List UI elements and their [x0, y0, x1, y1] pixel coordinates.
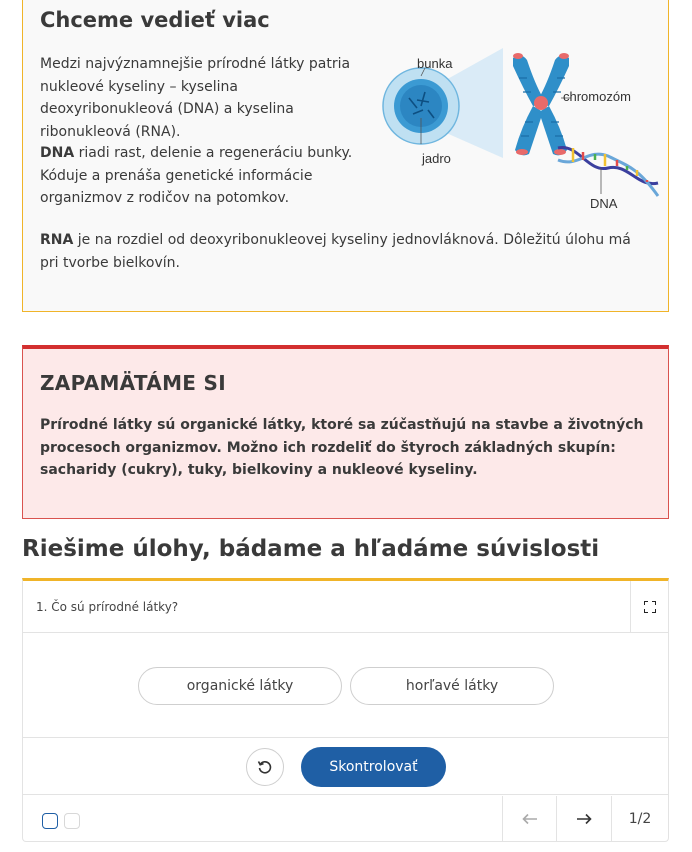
exercise-footer	[23, 796, 668, 842]
dna-description: riadi rast, delenie a regeneráciu bunky. Kóduje a prenáša genetické informácie organizmov z rodičov na potomkov.	[40, 145, 353, 206]
next-button[interactable]	[556, 796, 610, 842]
rna-description: je na rozdiel od deoxyribonukleovej kyseliny jednovláknová. Dôležitú úlohu má pri tvorbe bielkovín.	[40, 232, 631, 271]
remember-box	[22, 345, 669, 519]
cell-dna-illustration	[373, 48, 663, 218]
remember-text: Prírodné látky sú organické látky, ktoré sa zúčastňujú na stavbe a životných procesoch organizmov. Možno ich rozdeliť do štyroch základných skupín: sacharidy (cukry), tuky, bielkoviny a nukleové kyseliny.	[40, 417, 644, 478]
action-row	[23, 739, 668, 795]
check-button[interactable]: Skontrolovať	[301, 747, 446, 787]
dna-term: DNA	[40, 145, 75, 161]
label-nucleus: jadro	[422, 151, 451, 166]
fullscreen-icon	[644, 601, 656, 613]
question-row	[23, 581, 668, 633]
page-indicator: 1/2	[611, 796, 668, 842]
label-cell: bunka	[417, 56, 453, 71]
fullscreen-button[interactable]	[630, 581, 668, 633]
exercise-widget	[22, 578, 669, 842]
info-box	[22, 0, 669, 312]
previous-button[interactable]	[502, 796, 556, 842]
section-title: Riešime úlohy, bádame a hľadáme súvislosti	[22, 536, 600, 562]
info-title: Chceme vedieť viac	[40, 8, 270, 32]
info-paragraph-1: Medzi najvýznamnejšie prírodné látky patria nukleové kyseliny – kyselina deoxyribonukleová (DNA) a kyselina ribonukleová (RNA).	[40, 56, 351, 140]
progress-dot-current[interactable]	[42, 813, 58, 829]
info-paragraph-dna	[40, 142, 360, 210]
remember-title: ZAPAMÄTÁME SI	[40, 371, 226, 395]
reset-icon	[257, 759, 273, 775]
arrow-right-icon	[576, 813, 592, 825]
info-paragraph-rna	[40, 229, 650, 274]
answer-option-2[interactable]: horľavé látky	[350, 667, 554, 705]
rna-term: RNA	[40, 232, 74, 248]
label-chromosome: chromozóm	[563, 89, 631, 104]
progress-dot-next[interactable]	[64, 813, 80, 829]
answer-option-1[interactable]: organické látky	[138, 667, 342, 705]
question-text: 1. Čo sú prírodné látky?	[36, 600, 179, 614]
arrow-left-icon	[522, 813, 538, 825]
reset-button[interactable]	[246, 748, 284, 786]
illustration-graphic	[373, 48, 663, 218]
label-dna: DNA	[590, 196, 618, 211]
answer-options	[23, 634, 668, 738]
